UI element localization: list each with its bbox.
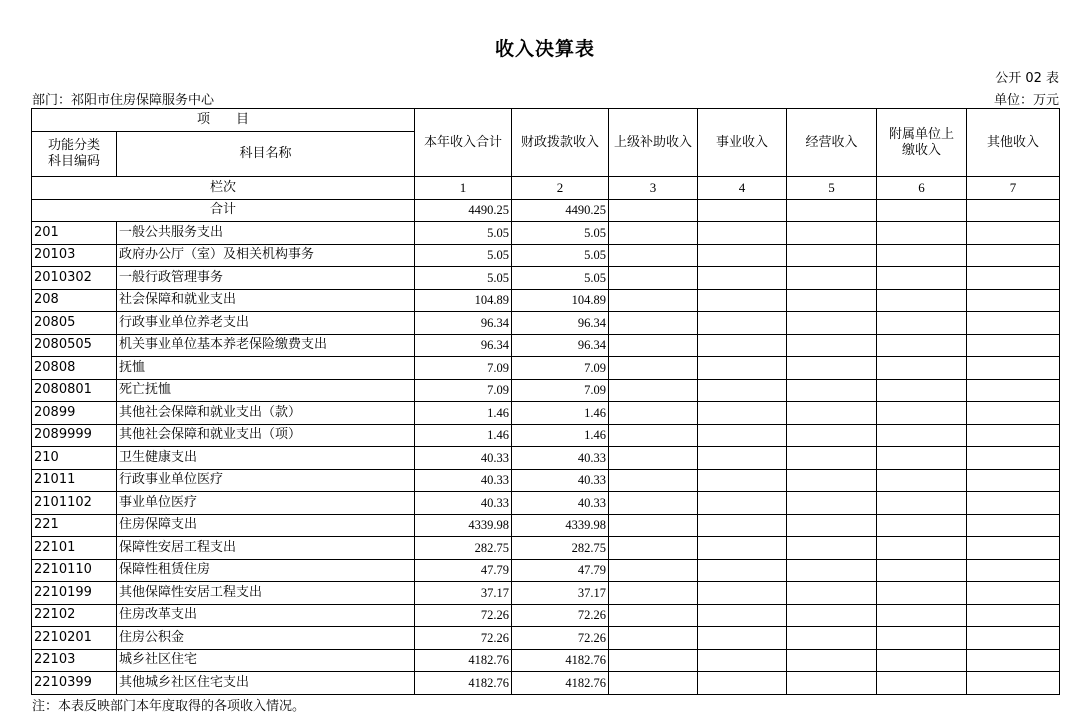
empty-cell (609, 357, 698, 380)
empty-cell (787, 559, 877, 582)
empty-cell (787, 244, 877, 267)
subject-code-cell: 20899 (32, 402, 117, 425)
subject-name-cell: 行政事业单位医疗 (117, 469, 415, 492)
table-row (32, 514, 1060, 537)
empty-cell (877, 492, 967, 515)
subject-name-cell: 保障性安居工程支出 (117, 537, 415, 560)
empty-cell (967, 402, 1060, 425)
total-income-cell: 72.26 (415, 604, 512, 627)
table-row (32, 604, 1060, 627)
empty-cell (787, 199, 877, 222)
empty-cell (698, 402, 787, 425)
empty-cell (609, 267, 698, 290)
fiscal-income-cell: 40.33 (512, 492, 609, 515)
index-1: 1 (415, 177, 512, 200)
col-total-header: 本年收入合计 (415, 109, 512, 177)
table-row (32, 244, 1060, 267)
total-income-cell: 5.05 (415, 222, 512, 245)
empty-cell (698, 492, 787, 515)
table-row (32, 424, 1060, 447)
table-row (32, 289, 1060, 312)
empty-cell (967, 199, 1060, 222)
total-income-cell: 1.46 (415, 402, 512, 425)
total-income-cell: 5.05 (415, 244, 512, 267)
empty-cell (698, 357, 787, 380)
table-row (32, 334, 1060, 357)
total-income-cell: 47.79 (415, 559, 512, 582)
subject-name-cell: 城乡社区住宅 (117, 649, 415, 672)
subject-name-cell: 机关事业单位基本养老保险缴费支出 (117, 334, 415, 357)
empty-cell (609, 312, 698, 335)
empty-cell (967, 447, 1060, 470)
fiscal-income-cell: 72.26 (512, 604, 609, 627)
fiscal-income-cell: 96.34 (512, 334, 609, 357)
empty-cell (698, 559, 787, 582)
empty-cell (698, 649, 787, 672)
empty-cell (609, 559, 698, 582)
empty-cell (787, 582, 877, 605)
total-row (32, 199, 1060, 222)
subject-name-cell: 其他保障性安居工程支出 (117, 582, 415, 605)
index-7: 7 (967, 177, 1060, 200)
header-row-1 (32, 109, 1060, 132)
empty-cell (698, 199, 787, 222)
empty-cell (787, 379, 877, 402)
form-number: 公开 02 表 (995, 71, 1059, 86)
empty-cell (877, 289, 967, 312)
empty-cell (609, 582, 698, 605)
empty-cell (877, 604, 967, 627)
empty-cell (967, 312, 1060, 335)
empty-cell (967, 379, 1060, 402)
empty-cell (877, 514, 967, 537)
empty-cell (609, 537, 698, 560)
subject-name-cell: 行政事业单位养老支出 (117, 312, 415, 335)
total-income-cell: 5.05 (415, 267, 512, 290)
item-group-header: 项 目 (32, 109, 415, 132)
empty-cell (877, 244, 967, 267)
empty-cell (877, 267, 967, 290)
func-code-header: 功能分类科目编码 (32, 132, 117, 177)
empty-cell (967, 582, 1060, 605)
empty-cell (967, 267, 1060, 290)
total-income-cell: 72.26 (415, 627, 512, 650)
table-row (32, 649, 1060, 672)
empty-cell (698, 514, 787, 537)
index-2: 2 (512, 177, 609, 200)
total-fiscal-cell: 4490.25 (512, 199, 609, 222)
index-5: 5 (787, 177, 877, 200)
subject-code-cell: 22103 (32, 649, 117, 672)
fiscal-income-cell: 4182.76 (512, 672, 609, 695)
empty-cell (967, 559, 1060, 582)
empty-cell (698, 537, 787, 560)
subject-name-cell: 社会保障和就业支出 (117, 289, 415, 312)
empty-cell (698, 627, 787, 650)
subject-code-cell: 2210201 (32, 627, 117, 650)
fiscal-income-cell: 47.79 (512, 559, 609, 582)
empty-cell (967, 514, 1060, 537)
fiscal-income-cell: 37.17 (512, 582, 609, 605)
total-income-cell: 282.75 (415, 537, 512, 560)
total-income-cell: 40.33 (415, 469, 512, 492)
subject-name-cell: 住房公积金 (117, 627, 415, 650)
fiscal-income-cell: 96.34 (512, 312, 609, 335)
department-label: 部门：祁阳市住房保障服务中心 (32, 93, 215, 108)
subject-name-header: 科目名称 (117, 132, 415, 177)
total-income-cell: 1.46 (415, 424, 512, 447)
empty-cell (877, 582, 967, 605)
fiscal-income-cell: 5.05 (512, 244, 609, 267)
empty-cell (698, 289, 787, 312)
fiscal-income-cell: 1.46 (512, 402, 609, 425)
empty-cell (698, 222, 787, 245)
col-other-header: 其他收入 (967, 109, 1060, 177)
subject-code-cell: 2101102 (32, 492, 117, 515)
empty-cell (877, 379, 967, 402)
empty-cell (787, 514, 877, 537)
table-row (32, 559, 1060, 582)
fiscal-income-cell: 4339.98 (512, 514, 609, 537)
empty-cell (609, 289, 698, 312)
empty-cell (609, 469, 698, 492)
fiscal-income-cell: 40.33 (512, 447, 609, 470)
empty-cell (698, 334, 787, 357)
subject-code-cell: 2210199 (32, 582, 117, 605)
empty-cell (787, 537, 877, 560)
empty-cell (967, 357, 1060, 380)
subject-code-cell: 2080801 (32, 379, 117, 402)
subject-code-cell: 21011 (32, 469, 117, 492)
empty-cell (698, 604, 787, 627)
empty-cell (609, 334, 698, 357)
index-row (32, 177, 1060, 200)
income-table (31, 108, 1060, 695)
total-label: 合计 (32, 199, 415, 222)
empty-cell (609, 402, 698, 425)
table-row (32, 267, 1060, 290)
empty-cell (609, 492, 698, 515)
empty-cell (787, 222, 877, 245)
empty-cell (698, 469, 787, 492)
empty-cell (877, 627, 967, 650)
total-income-cell: 96.34 (415, 312, 512, 335)
empty-cell (967, 604, 1060, 627)
subject-name-cell: 保障性租赁住房 (117, 559, 415, 582)
empty-cell (609, 244, 698, 267)
table-row (32, 447, 1060, 470)
col-superior-header: 上级补助收入 (609, 109, 698, 177)
subject-code-cell: 2210399 (32, 672, 117, 695)
subject-code-cell: 221 (32, 514, 117, 537)
empty-cell (787, 267, 877, 290)
empty-cell (609, 649, 698, 672)
empty-cell (609, 379, 698, 402)
empty-cell (787, 672, 877, 695)
table-row (32, 537, 1060, 560)
subject-name-cell: 其他社会保障和就业支出（款） (117, 402, 415, 425)
empty-cell (698, 267, 787, 290)
table-row (32, 402, 1060, 425)
total-income-cell: 4339.98 (415, 514, 512, 537)
empty-cell (698, 379, 787, 402)
empty-cell (787, 627, 877, 650)
subject-code-cell: 2080505 (32, 334, 117, 357)
table-row (32, 312, 1060, 335)
total-income-cell: 40.33 (415, 447, 512, 470)
total-income-cell: 7.09 (415, 357, 512, 380)
subject-name-cell: 其他社会保障和就业支出（项） (117, 424, 415, 447)
total-income-cell: 4182.76 (415, 649, 512, 672)
col-fiscal-header: 财政拨款收入 (512, 109, 609, 177)
empty-cell (967, 424, 1060, 447)
subject-name-cell: 死亡抚恤 (117, 379, 415, 402)
subject-code-cell: 2010302 (32, 267, 117, 290)
subject-name-cell: 事业单位医疗 (117, 492, 415, 515)
fiscal-income-cell: 1.46 (512, 424, 609, 447)
empty-cell (877, 199, 967, 222)
col-business-header: 事业收入 (698, 109, 787, 177)
empty-cell (877, 402, 967, 425)
empty-cell (698, 244, 787, 267)
subject-code-cell: 22101 (32, 537, 117, 560)
table-row (32, 582, 1060, 605)
empty-cell (787, 447, 877, 470)
total-income-cell: 40.33 (415, 492, 512, 515)
empty-cell (877, 357, 967, 380)
empty-cell (967, 222, 1060, 245)
subject-name-cell: 住房改革支出 (117, 604, 415, 627)
empty-cell (698, 424, 787, 447)
footnote: 注：本表反映部门本年度取得的各项收入情况。 (32, 699, 306, 714)
empty-cell (609, 604, 698, 627)
subject-name-cell: 一般公共服务支出 (117, 222, 415, 245)
subject-code-cell: 210 (32, 447, 117, 470)
empty-cell (609, 672, 698, 695)
empty-cell (787, 604, 877, 627)
subject-code-cell: 20805 (32, 312, 117, 335)
table-row (32, 672, 1060, 695)
fiscal-income-cell: 40.33 (512, 469, 609, 492)
subject-code-cell: 2210110 (32, 559, 117, 582)
fiscal-income-cell: 7.09 (512, 379, 609, 402)
table-row (32, 379, 1060, 402)
empty-cell (877, 424, 967, 447)
empty-cell (967, 649, 1060, 672)
fiscal-income-cell: 104.89 (512, 289, 609, 312)
page-title: 收入决算表 (494, 38, 595, 60)
table-row (32, 492, 1060, 515)
empty-cell (609, 514, 698, 537)
empty-cell (967, 469, 1060, 492)
empty-cell (698, 582, 787, 605)
empty-cell (967, 627, 1060, 650)
table-row (32, 469, 1060, 492)
empty-cell (609, 222, 698, 245)
table-row (32, 627, 1060, 650)
subject-name-cell: 政府办公厅（室）及相关机构事务 (117, 244, 415, 267)
empty-cell (877, 334, 967, 357)
subject-name-cell: 卫生健康支出 (117, 447, 415, 470)
empty-cell (967, 537, 1060, 560)
total-income-cell: 37.17 (415, 582, 512, 605)
subject-code-cell: 20103 (32, 244, 117, 267)
empty-cell (698, 447, 787, 470)
empty-cell (967, 289, 1060, 312)
fiscal-income-cell: 282.75 (512, 537, 609, 560)
empty-cell (877, 672, 967, 695)
empty-cell (698, 312, 787, 335)
empty-cell (609, 447, 698, 470)
empty-cell (967, 334, 1060, 357)
empty-cell (877, 222, 967, 245)
index-label: 栏次 (32, 177, 415, 200)
empty-cell (967, 672, 1060, 695)
empty-cell (877, 312, 967, 335)
empty-cell (787, 312, 877, 335)
subject-name-cell: 一般行政管理事务 (117, 267, 415, 290)
subject-code-cell: 20808 (32, 357, 117, 380)
empty-cell (877, 469, 967, 492)
subject-code-cell: 201 (32, 222, 117, 245)
table-row (32, 357, 1060, 380)
empty-cell (698, 672, 787, 695)
fiscal-income-cell: 72.26 (512, 627, 609, 650)
empty-cell (609, 199, 698, 222)
subject-code-cell: 22102 (32, 604, 117, 627)
empty-cell (787, 334, 877, 357)
subject-code-cell: 208 (32, 289, 117, 312)
index-3: 3 (609, 177, 698, 200)
empty-cell (787, 402, 877, 425)
empty-cell (787, 649, 877, 672)
empty-cell (787, 469, 877, 492)
fiscal-income-cell: 4182.76 (512, 649, 609, 672)
total-income-cell: 7.09 (415, 379, 512, 402)
total-income-cell: 96.34 (415, 334, 512, 357)
col-affiliated-header: 附属单位上缴收入 (877, 109, 967, 177)
total-income-cell: 4182.76 (415, 672, 512, 695)
empty-cell (967, 244, 1060, 267)
fiscal-income-cell: 7.09 (512, 357, 609, 380)
subject-name-cell: 抚恤 (117, 357, 415, 380)
empty-cell (787, 492, 877, 515)
empty-cell (877, 537, 967, 560)
empty-cell (787, 357, 877, 380)
subject-name-cell: 住房保障支出 (117, 514, 415, 537)
table-row (32, 222, 1060, 245)
unit-label: 单位：万元 (993, 93, 1059, 108)
fiscal-income-cell: 5.05 (512, 222, 609, 245)
index-6: 6 (877, 177, 967, 200)
empty-cell (877, 559, 967, 582)
subject-code-cell: 2089999 (32, 424, 117, 447)
empty-cell (787, 424, 877, 447)
empty-cell (609, 627, 698, 650)
subject-name-cell: 其他城乡社区住宅支出 (117, 672, 415, 695)
empty-cell (967, 492, 1060, 515)
empty-cell (609, 424, 698, 447)
empty-cell (877, 649, 967, 672)
col-operation-header: 经营收入 (787, 109, 877, 177)
empty-cell (787, 289, 877, 312)
empty-cell (877, 447, 967, 470)
index-4: 4 (698, 177, 787, 200)
fiscal-income-cell: 5.05 (512, 267, 609, 290)
total-income-cell: 4490.25 (415, 199, 512, 222)
total-income-cell: 104.89 (415, 289, 512, 312)
